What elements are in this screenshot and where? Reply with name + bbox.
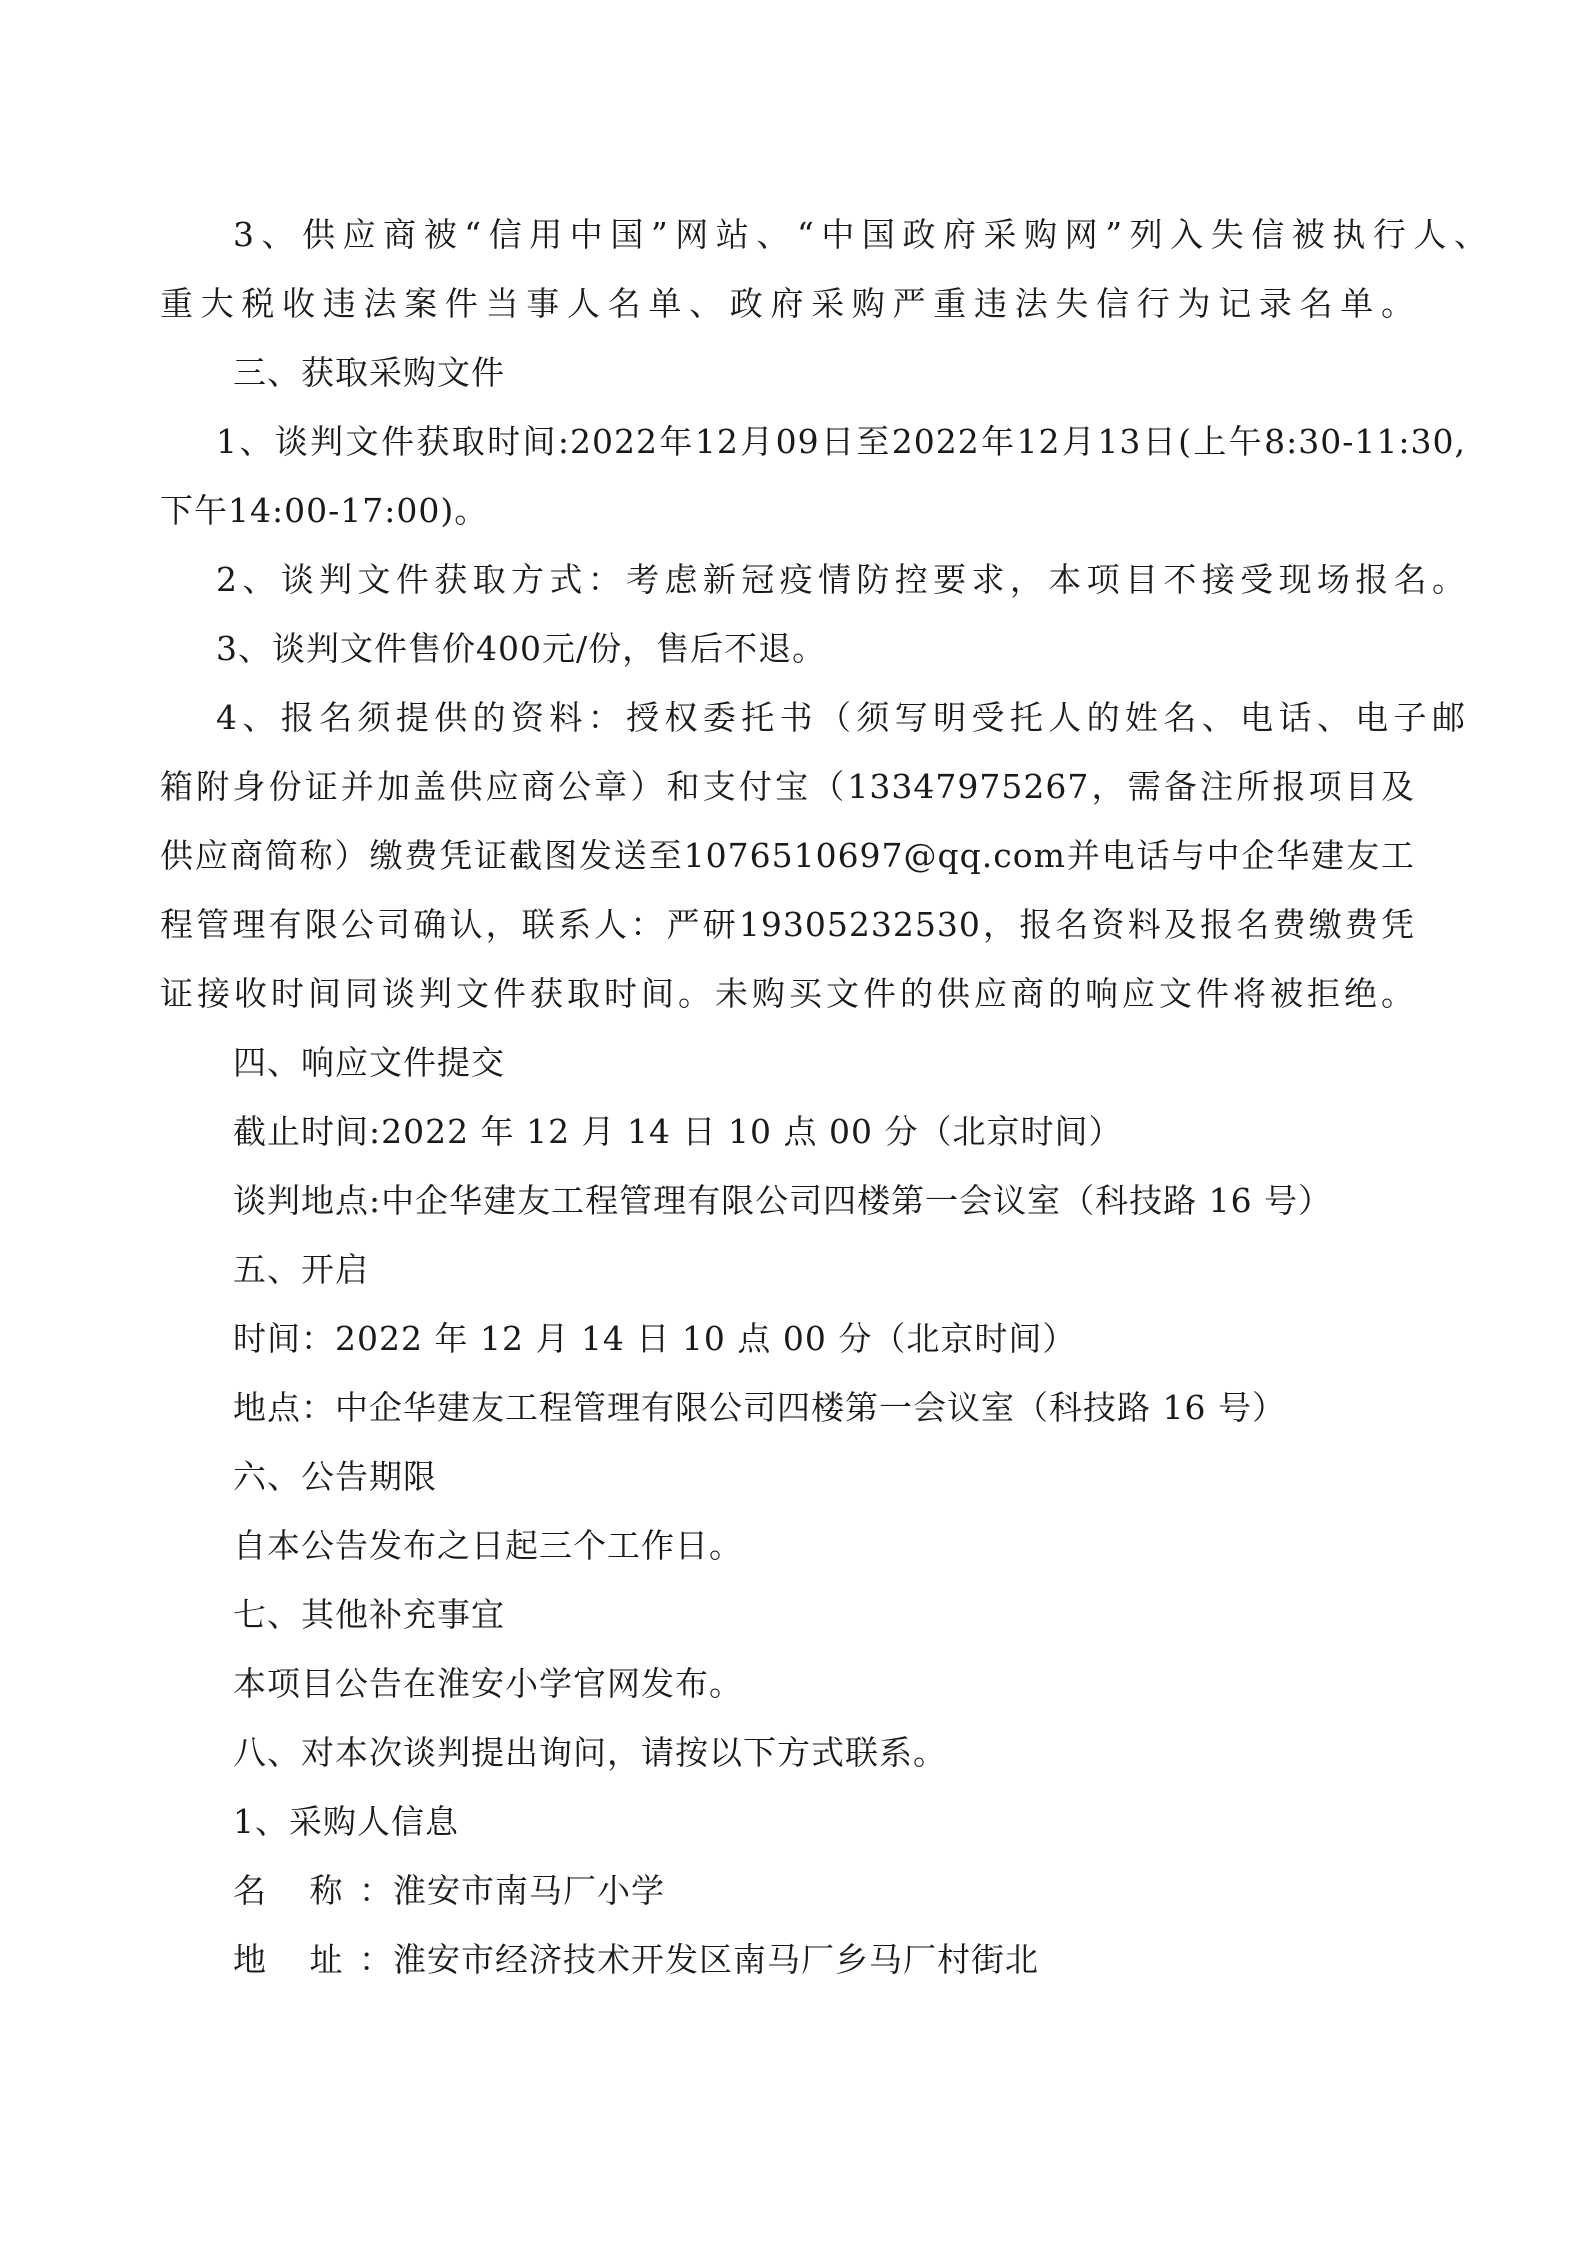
- paragraph-line: 供应商简称）缴费凭证截图发送至1076510697@qq.com并电话与中企华建友工: [160, 836, 1415, 875]
- purchaser-address-value: 淮安市经济技术开发区南马厂乡马厂村街北: [393, 1940, 1039, 1979]
- subsection-heading: 1、采购人信息: [233, 1802, 459, 1841]
- section-heading: 三、获取采购文件: [233, 353, 505, 392]
- section-heading: 六、公告期限: [233, 1457, 437, 1496]
- paragraph-line: 程管理有限公司确认，联系人：严研19305232530，报名资料及报名费缴费凭: [160, 905, 1415, 944]
- paragraph-line: 3、谈判文件售价400元/份，售后不退。: [216, 629, 827, 668]
- section-heading: 五、开启: [233, 1250, 369, 1289]
- paragraph-line: 1、谈判文件获取时间:2022年12月09日至2022年12月13日(上午8:30-11:30,: [216, 422, 1466, 461]
- paragraph-line: 地点：中企华建友工程管理有限公司四楼第一会议室（科技路 16 号）: [233, 1388, 1286, 1427]
- paragraph-line: 3、供应商被“信用中国”网站、“中国政府采购网”列入失信被执行人、: [233, 215, 1488, 254]
- section-heading: 八、对本次谈判提出询问，请按以下方式联系。: [233, 1733, 947, 1772]
- purchaser-name-row: [233, 1871, 665, 1911]
- section-heading: 七、其他补充事宜: [233, 1595, 505, 1634]
- paragraph-line: 证接收时间同谈判文件获取时间。未购买文件的供应商的响应文件将被拒绝。: [160, 974, 1415, 1013]
- section-heading: 四、响应文件提交: [233, 1043, 505, 1082]
- paragraph-line: 箱附身份证并加盖供应商公章）和支付宝（13347975267，需备注所报项目及: [160, 767, 1415, 806]
- paragraph-line: 下午14:00-17:00)。: [160, 491, 489, 530]
- paragraph-line: 自本公告发布之日起三个工作日。: [233, 1526, 743, 1565]
- paragraph-line: 重大税收违法案件当事人名单、政府采购严重违法失信行为记录名单。: [160, 284, 1415, 323]
- purchaser-address-label: 地 址：: [233, 1940, 393, 1979]
- paragraph-line: 2、谈判文件获取方式：考虑新冠疫情防控要求，本项目不接受现场报名。: [216, 560, 1466, 599]
- paragraph-line: 截止时间:2022 年 12 月 14 日 10 点 00 分（北京时间）: [233, 1112, 1123, 1151]
- paragraph-line: 本项目公告在淮安小学官网发布。: [233, 1664, 743, 1703]
- purchaser-address-row: [233, 1940, 1039, 1980]
- purchaser-name-value: 淮安市南马厂小学: [393, 1871, 665, 1910]
- paragraph-line: 谈判地点:中企华建友工程管理有限公司四楼第一会议室（科技路 16 号）: [233, 1181, 1333, 1220]
- paragraph-line: 4、报名须提供的资料：授权委托书（须写明受托人的姓名、电话、电子邮: [216, 698, 1466, 737]
- paragraph-line: 时间：2022 年 12 月 14 日 10 点 00 分（北京时间）: [233, 1319, 1077, 1358]
- purchaser-name-label: 名 称：: [233, 1871, 393, 1910]
